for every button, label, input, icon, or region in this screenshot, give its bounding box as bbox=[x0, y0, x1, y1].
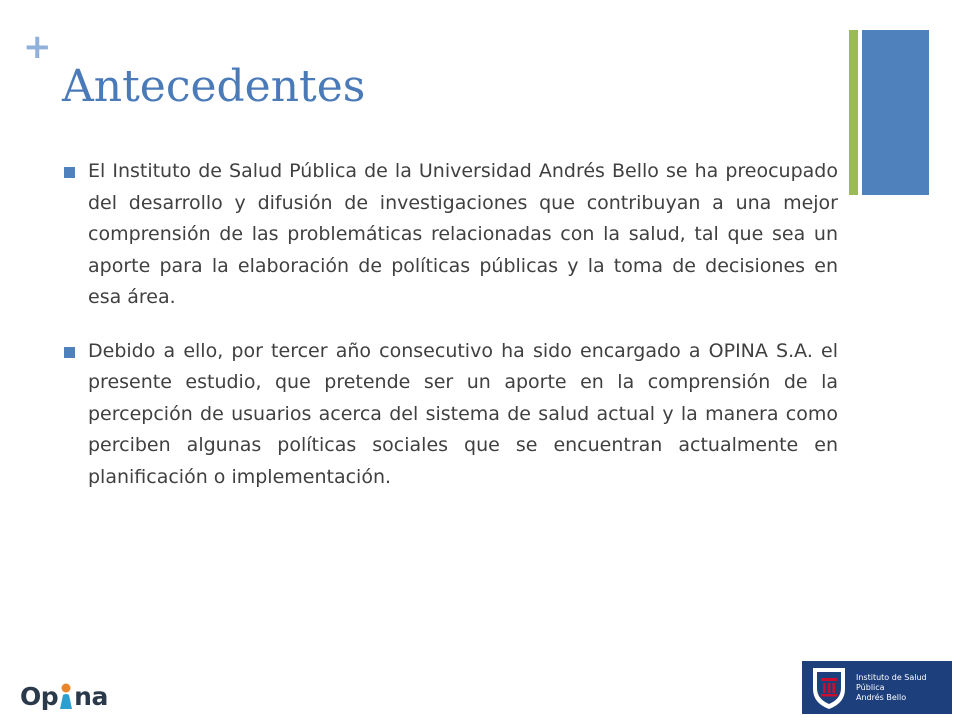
accent-bar-blue bbox=[862, 30, 929, 195]
opina-logo-text-left: Op bbox=[20, 681, 59, 711]
bullet-item bbox=[62, 156, 838, 314]
bullet-item bbox=[62, 336, 838, 494]
opina-logo bbox=[20, 676, 108, 716]
opina-person-icon bbox=[58, 682, 74, 710]
bullet-text: El Instituto de Salud Pública de la Universidad Andrés Bello se ha preocupado del desarrollo y difusión de investigaciones que contribuyan a una mejor comprensión de las problemáticas relacionadas con la salud, tal que sea un aporte para la elaboración de políticas públicas y la toma de decisiones en esa área. bbox=[88, 160, 838, 308]
square-bullet-icon bbox=[64, 167, 75, 178]
bullet-list bbox=[62, 156, 838, 515]
opina-logo-text-right: na bbox=[74, 681, 108, 711]
accent-bar-green bbox=[849, 30, 858, 195]
bullet-text: Debido a ello, por tercer año consecutivo ha sido encargado a OPINA S.A. el presente estudio, que pretende ser un aporte en la comprensión de la percepción de usuarios acerca del sistema de salud actual y la manera como perciben algunas políticas sociales que se encuentran actualmente en planificación o implementación. bbox=[88, 339, 838, 488]
square-bullet-icon bbox=[64, 347, 75, 358]
university-seal-icon bbox=[808, 665, 850, 711]
university-logo-line1: Instituto de Salud Pública bbox=[856, 672, 927, 692]
university-logo-line2: Andrés Bello bbox=[856, 692, 907, 702]
university-logo bbox=[802, 661, 952, 714]
slide-title: Antecedentes bbox=[62, 61, 366, 112]
plus-icon: + bbox=[23, 27, 52, 67]
